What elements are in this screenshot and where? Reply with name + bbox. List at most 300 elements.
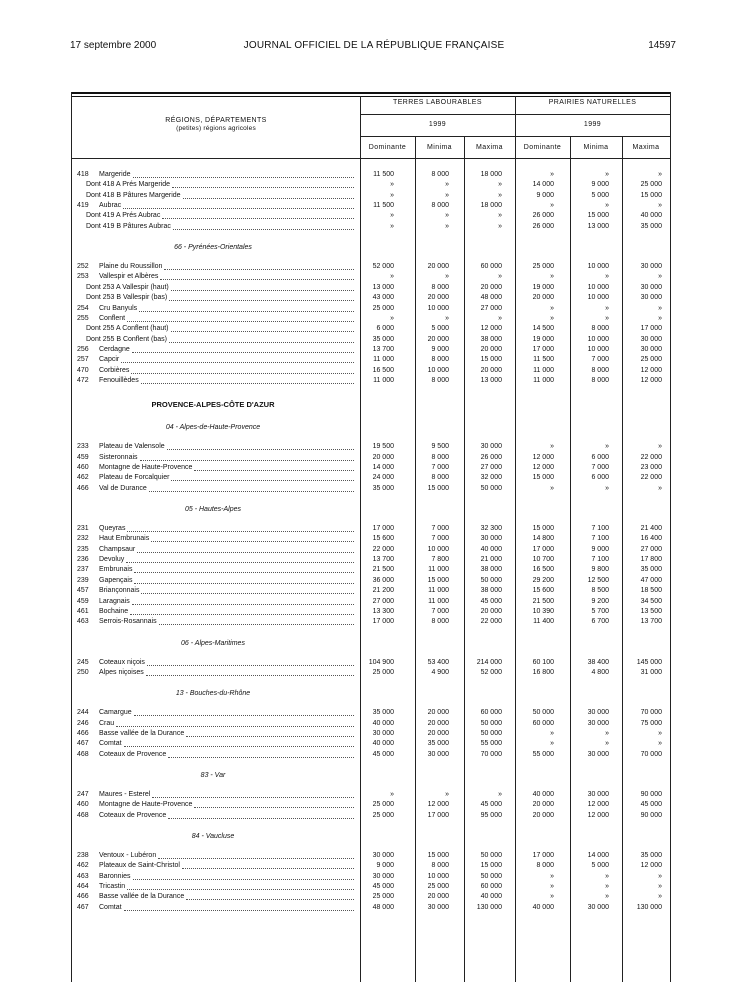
row-value: 26 000 <box>532 222 554 230</box>
table-row <box>72 586 670 596</box>
row-value: 40 000 <box>532 903 554 911</box>
row-value: » <box>605 872 609 880</box>
row-value: 7 000 <box>591 356 609 364</box>
row-code: 232 <box>77 535 89 543</box>
row-name: Plateaux de Saint-Christol <box>99 862 180 870</box>
row-value: 9 200 <box>591 597 609 605</box>
row-value: 4 900 <box>431 668 449 676</box>
row-value: 7 000 <box>431 535 449 543</box>
dot-leader <box>160 279 354 280</box>
row-value: 12 000 <box>532 464 554 471</box>
row-value: 12 000 <box>480 325 502 333</box>
column-header-regions-sub: (petites) régions agricoles <box>176 125 256 132</box>
row-name: Baronnies <box>99 872 131 880</box>
table-row <box>72 565 670 575</box>
row-value: 50 000 <box>480 852 502 860</box>
row-code: 461 <box>77 607 89 615</box>
row-value: 14 800 <box>532 535 554 543</box>
table-row <box>72 453 670 463</box>
row-value: 5 000 <box>591 191 609 199</box>
row-code: 459 <box>77 453 89 461</box>
row-name: Montagne de Haute-Provence <box>99 464 193 471</box>
row-code: 460 <box>77 801 89 809</box>
dot-leader <box>186 899 354 900</box>
dot-leader <box>169 300 354 301</box>
row-value: 10 390 <box>532 607 554 615</box>
row-value: 9 000 <box>376 862 394 870</box>
row-name: Dont 255 B Conflent (bas) <box>86 335 167 343</box>
row-value: 7 100 <box>591 535 609 543</box>
table-top-rule-inner <box>72 96 670 97</box>
row-value: 17 000 <box>427 811 449 819</box>
row-value: 8 000 <box>431 474 449 482</box>
table-row <box>72 719 670 729</box>
dot-leader <box>186 736 354 737</box>
dot-leader <box>131 373 354 374</box>
row-code: 245 <box>77 658 89 666</box>
table-row <box>72 473 670 483</box>
row-value: 13 700 <box>372 556 394 564</box>
row-value: 90 000 <box>640 791 662 798</box>
row-value: » <box>658 314 662 322</box>
row-value: » <box>498 791 502 798</box>
row-value: » <box>498 314 502 322</box>
row-value: 14 000 <box>587 852 609 860</box>
row-value: 30 000 <box>640 283 662 291</box>
row-value: 9 000 <box>431 345 449 353</box>
row-value: 8 000 <box>591 325 609 333</box>
table-row <box>72 262 670 272</box>
row-value: 25 000 <box>372 668 394 676</box>
dot-leader <box>134 715 354 716</box>
row-value: 20 000 <box>480 345 502 353</box>
row-name: Basse vallée de la Durance <box>99 729 185 737</box>
row-value: » <box>658 443 662 451</box>
row-code: 231 <box>77 525 89 533</box>
group-header-terres: TERRES LABOURABLES <box>393 99 482 106</box>
row-name: Aubrac <box>99 202 122 210</box>
row-code: 466 <box>77 729 89 737</box>
row-value: 12 000 <box>640 376 662 384</box>
row-value: 30 000 <box>587 709 609 717</box>
row-value: 27 000 <box>640 545 662 553</box>
dot-leader <box>171 331 354 332</box>
row-value: 52 000 <box>372 263 394 271</box>
row-value: 17 000 <box>372 525 394 533</box>
row-value: 45 000 <box>480 801 502 809</box>
row-value: » <box>550 740 554 748</box>
row-value: 55 000 <box>532 750 554 758</box>
row-value: 19 000 <box>532 283 554 291</box>
table-row <box>72 729 670 739</box>
row-value: 60 000 <box>480 883 502 891</box>
row-value: 20 000 <box>372 453 394 461</box>
row-name: Dont 253 A Vallespir (haut) <box>86 283 169 291</box>
row-value: » <box>658 273 662 281</box>
row-value: 11 000 <box>428 597 449 605</box>
row-code: 457 <box>77 587 89 595</box>
row-value: 15 000 <box>640 191 662 199</box>
dot-leader <box>167 449 354 450</box>
row-value: 25 000 <box>372 893 394 901</box>
row-value: 70 000 <box>640 750 662 758</box>
row-code: 470 <box>77 366 89 374</box>
row-name: Queyras <box>99 525 126 533</box>
row-value: 16 800 <box>532 668 554 676</box>
row-name: Vallespir et Albères <box>99 273 159 281</box>
row-value: 50 000 <box>480 729 502 737</box>
row-value: 30 000 <box>427 750 449 758</box>
dot-leader <box>173 229 354 230</box>
row-value: » <box>605 273 609 281</box>
row-value: 17 000 <box>372 618 394 626</box>
table-row <box>72 617 670 627</box>
row-value: 50 000 <box>480 484 502 492</box>
row-code: 233 <box>77 443 89 451</box>
row-value: » <box>550 171 554 178</box>
row-value: 30 000 <box>372 852 394 860</box>
row-value: » <box>605 443 609 451</box>
row-code: 253 <box>77 273 89 281</box>
table-row <box>72 811 670 821</box>
row-value: 35 000 <box>427 740 449 748</box>
row-value: 16 500 <box>372 366 394 374</box>
row-value: 24 000 <box>372 474 394 482</box>
row-value: 14 500 <box>532 325 554 333</box>
dot-leader <box>141 593 354 594</box>
row-name: Conflent <box>99 314 126 322</box>
row-name: Serrois-Rosannais <box>99 618 157 626</box>
table-row <box>72 555 670 565</box>
row-code: 252 <box>77 263 89 271</box>
row-value: 18 000 <box>480 202 502 210</box>
row-value: 11 000 <box>373 376 394 384</box>
table-row <box>72 283 670 293</box>
department-heading: 66 - Pyrénées-Orientales <box>174 244 252 252</box>
row-value: 8 000 <box>431 171 449 178</box>
row-code: 254 <box>77 304 89 312</box>
row-value: 32 300 <box>480 525 502 533</box>
row-value: 18 000 <box>480 171 502 178</box>
row-name: Coteaux de Provence <box>99 750 167 758</box>
row-value: 145 000 <box>636 658 662 666</box>
row-value: 8 000 <box>431 618 449 626</box>
row-value: 35 000 <box>640 222 662 230</box>
row-value: 60 000 <box>532 719 554 727</box>
row-value: 50 000 <box>480 872 502 880</box>
data-table <box>71 92 671 982</box>
row-value: 214 000 <box>476 658 502 666</box>
row-value: 25 000 <box>532 263 554 271</box>
row-name: Ventoux - Lubéron <box>99 852 157 860</box>
row-value: 75 000 <box>640 719 662 727</box>
row-name: Dont 419 B Pâtures Aubrac <box>86 222 171 230</box>
row-value: 21 500 <box>372 566 394 574</box>
row-value: 23 000 <box>640 464 662 471</box>
row-value: 43 000 <box>372 294 394 302</box>
row-code: 257 <box>77 356 89 364</box>
row-value: 8 000 <box>591 376 609 384</box>
dot-leader <box>123 208 354 209</box>
row-value: 18 500 <box>640 587 662 595</box>
row-value: 13 000 <box>480 376 502 384</box>
row-value: 40 000 <box>640 212 662 220</box>
row-value: 13 500 <box>640 607 662 615</box>
row-value: 15 000 <box>532 525 554 533</box>
dot-leader <box>152 797 354 798</box>
row-name: Dont 253 B Vallespir (bas) <box>86 294 168 302</box>
dot-leader <box>121 362 354 363</box>
row-value: » <box>550 729 554 737</box>
row-value: 25 000 <box>427 883 449 891</box>
row-value: » <box>498 273 502 281</box>
row-code: 466 <box>77 484 89 492</box>
row-value: 30 000 <box>640 335 662 343</box>
row-value: 20 000 <box>532 811 554 819</box>
table-row <box>72 534 670 544</box>
row-value: 50 000 <box>480 719 502 727</box>
dot-leader <box>140 460 354 461</box>
table-top-rule <box>72 92 670 94</box>
row-value: 48 000 <box>480 294 502 302</box>
row-value: » <box>445 273 449 281</box>
row-code: 460 <box>77 464 89 471</box>
row-code: 237 <box>77 566 89 574</box>
row-value: 15 000 <box>480 356 502 364</box>
row-value: 20 000 <box>427 729 449 737</box>
row-code: 250 <box>77 668 89 676</box>
row-name: Capcir <box>99 356 120 364</box>
row-value: » <box>658 484 662 492</box>
row-name: Maures - Esterel <box>99 791 151 798</box>
table-row <box>72 790 670 800</box>
row-value: 38 400 <box>587 658 609 666</box>
row-name: Margeride <box>99 171 131 178</box>
row-value: 32 000 <box>480 474 502 482</box>
row-value: 36 000 <box>372 576 394 584</box>
table-row <box>72 201 670 211</box>
row-value: 48 000 <box>372 903 394 911</box>
row-value: » <box>550 883 554 891</box>
row-name: Val de Durance <box>99 484 147 492</box>
dot-leader <box>168 818 354 819</box>
row-value: 22 000 <box>640 453 662 461</box>
row-value: 20 000 <box>427 893 449 901</box>
header-rule <box>360 136 670 137</box>
dot-leader <box>182 868 354 869</box>
row-name: Plateau de Valensole <box>99 443 165 451</box>
row-value: 9 500 <box>431 443 449 451</box>
dot-leader <box>126 562 354 563</box>
row-value: 40 000 <box>372 719 394 727</box>
row-name: Camargue <box>99 709 132 717</box>
row-name: Cru Banyuls <box>99 304 138 312</box>
row-name: Plateau de Forcalquier <box>99 474 170 482</box>
row-value: 10 000 <box>587 345 609 353</box>
row-value: » <box>605 883 609 891</box>
row-value: 20 000 <box>532 801 554 809</box>
table-row <box>72 335 670 345</box>
department-heading: 06 - Alpes-Maritimes <box>181 639 245 647</box>
row-value: » <box>658 893 662 901</box>
row-value: 30 000 <box>640 263 662 271</box>
row-value: » <box>445 181 449 189</box>
dot-leader <box>134 583 354 584</box>
dot-leader <box>164 269 354 270</box>
dot-leader <box>133 879 354 880</box>
row-value: 11 000 <box>428 566 449 574</box>
subheader-maxima: Maxima <box>632 144 660 151</box>
row-value: » <box>390 273 394 281</box>
row-value: 50 000 <box>532 709 554 717</box>
dot-leader <box>139 311 354 312</box>
row-value: 22 000 <box>640 474 662 482</box>
row-value: 12 000 <box>587 811 609 819</box>
table-row <box>72 180 670 190</box>
row-code: 459 <box>77 597 89 605</box>
row-value: 13 700 <box>372 345 394 353</box>
row-value: 27 000 <box>480 304 502 312</box>
row-value: 35 000 <box>372 484 394 492</box>
row-code: 236 <box>77 556 89 564</box>
row-value: » <box>498 181 502 189</box>
dot-leader <box>151 541 354 542</box>
row-value: 20 000 <box>480 607 502 615</box>
dot-leader <box>158 858 354 859</box>
row-value: » <box>498 222 502 230</box>
dot-leader <box>137 552 354 553</box>
row-code: 472 <box>77 376 89 384</box>
row-value: 11 400 <box>533 618 554 626</box>
row-value: » <box>445 191 449 199</box>
row-value: 20 000 <box>480 366 502 374</box>
dot-leader <box>134 572 354 573</box>
row-value: 30 000 <box>372 872 394 880</box>
row-value: 60 000 <box>480 709 502 717</box>
row-value: 12 000 <box>427 801 449 809</box>
dot-leader <box>132 604 354 605</box>
row-value: 15 000 <box>427 576 449 584</box>
department-heading: 83 - Var <box>200 772 226 779</box>
row-value: 25 000 <box>640 181 662 189</box>
row-value: 19 500 <box>372 443 394 451</box>
dot-leader <box>171 290 354 291</box>
row-value: » <box>658 729 662 737</box>
row-value: » <box>550 202 554 210</box>
dot-leader <box>172 187 354 188</box>
table-row <box>72 211 670 221</box>
row-value: 5 000 <box>431 325 449 333</box>
department-heading: 13 - Bouches-du-Rhône <box>175 690 251 698</box>
row-value: 8 000 <box>536 862 554 870</box>
table-row <box>72 524 670 534</box>
row-value: 38 000 <box>480 587 502 595</box>
row-value: 9 000 <box>591 545 609 553</box>
row-value: 8 500 <box>591 587 609 595</box>
row-code: 463 <box>77 618 89 626</box>
row-value: 12 500 <box>587 576 609 584</box>
dot-leader <box>171 480 354 481</box>
row-name: Dont 418 A Prés Margeride <box>86 181 171 189</box>
row-value: 9 000 <box>591 181 609 189</box>
row-value: 95 000 <box>480 811 502 819</box>
row-code: 462 <box>77 862 89 870</box>
dot-leader <box>130 614 354 615</box>
row-value: 17 000 <box>640 325 662 333</box>
row-value: 35 000 <box>372 335 394 343</box>
row-value: 15 000 <box>427 852 449 860</box>
row-value: » <box>498 212 502 220</box>
row-value: 7 000 <box>431 464 449 471</box>
column-header-regions: RÉGIONS, DÉPARTEMENTS <box>165 117 267 124</box>
row-value: 16 500 <box>532 566 554 574</box>
row-value: » <box>550 443 554 451</box>
row-value: 30 000 <box>427 903 449 911</box>
row-value: » <box>498 191 502 199</box>
dot-leader <box>149 491 354 492</box>
row-value: 5 700 <box>591 607 609 615</box>
row-code: 464 <box>77 883 89 891</box>
row-value: » <box>390 181 394 189</box>
table-row <box>72 576 670 586</box>
row-value: » <box>605 314 609 322</box>
row-code: 467 <box>77 903 89 911</box>
row-value: 35 000 <box>372 709 394 717</box>
row-value: 9 800 <box>591 566 609 574</box>
row-value: 21 000 <box>480 556 502 564</box>
dot-leader <box>124 746 354 747</box>
row-name: Tricastin <box>99 883 126 891</box>
year-header-prairies: 1999 <box>583 121 602 128</box>
row-value: 10 000 <box>587 335 609 343</box>
row-value: 17 000 <box>532 345 554 353</box>
row-value: 30 000 <box>372 729 394 737</box>
row-value: 27 000 <box>480 464 502 471</box>
row-value: 17 800 <box>640 556 662 564</box>
row-code: 255 <box>77 314 89 322</box>
row-value: 25 000 <box>640 356 662 364</box>
row-value: 7 100 <box>591 525 609 533</box>
row-value: 60 100 <box>532 658 554 666</box>
row-value: » <box>445 791 449 798</box>
dot-leader <box>141 383 354 384</box>
row-value: » <box>445 212 449 220</box>
row-value: 15 000 <box>532 474 554 482</box>
row-code: 418 <box>77 171 89 178</box>
row-code: 463 <box>77 872 89 880</box>
row-value: 9 000 <box>536 191 554 199</box>
row-value: 15 000 <box>480 862 502 870</box>
table-row <box>72 314 670 324</box>
row-value: 16 400 <box>640 535 662 543</box>
row-value: 30 000 <box>587 791 609 798</box>
table-row <box>72 463 670 473</box>
table-row <box>72 800 670 810</box>
row-value: » <box>390 212 394 220</box>
row-name: Haut Embrunais <box>99 535 150 543</box>
row-value: 40 000 <box>372 740 394 748</box>
row-name: Fenouillèdes <box>99 376 139 384</box>
row-value: 15 600 <box>532 587 554 595</box>
row-value: 26 000 <box>480 453 502 461</box>
department-heading: 05 - Hautes-Alpes <box>184 506 242 514</box>
table-row <box>72 272 670 282</box>
row-value: » <box>550 484 554 492</box>
row-value: 45 000 <box>372 883 394 891</box>
row-value: 70 000 <box>640 709 662 717</box>
table-row <box>72 882 670 892</box>
row-value: 21 500 <box>532 597 554 605</box>
